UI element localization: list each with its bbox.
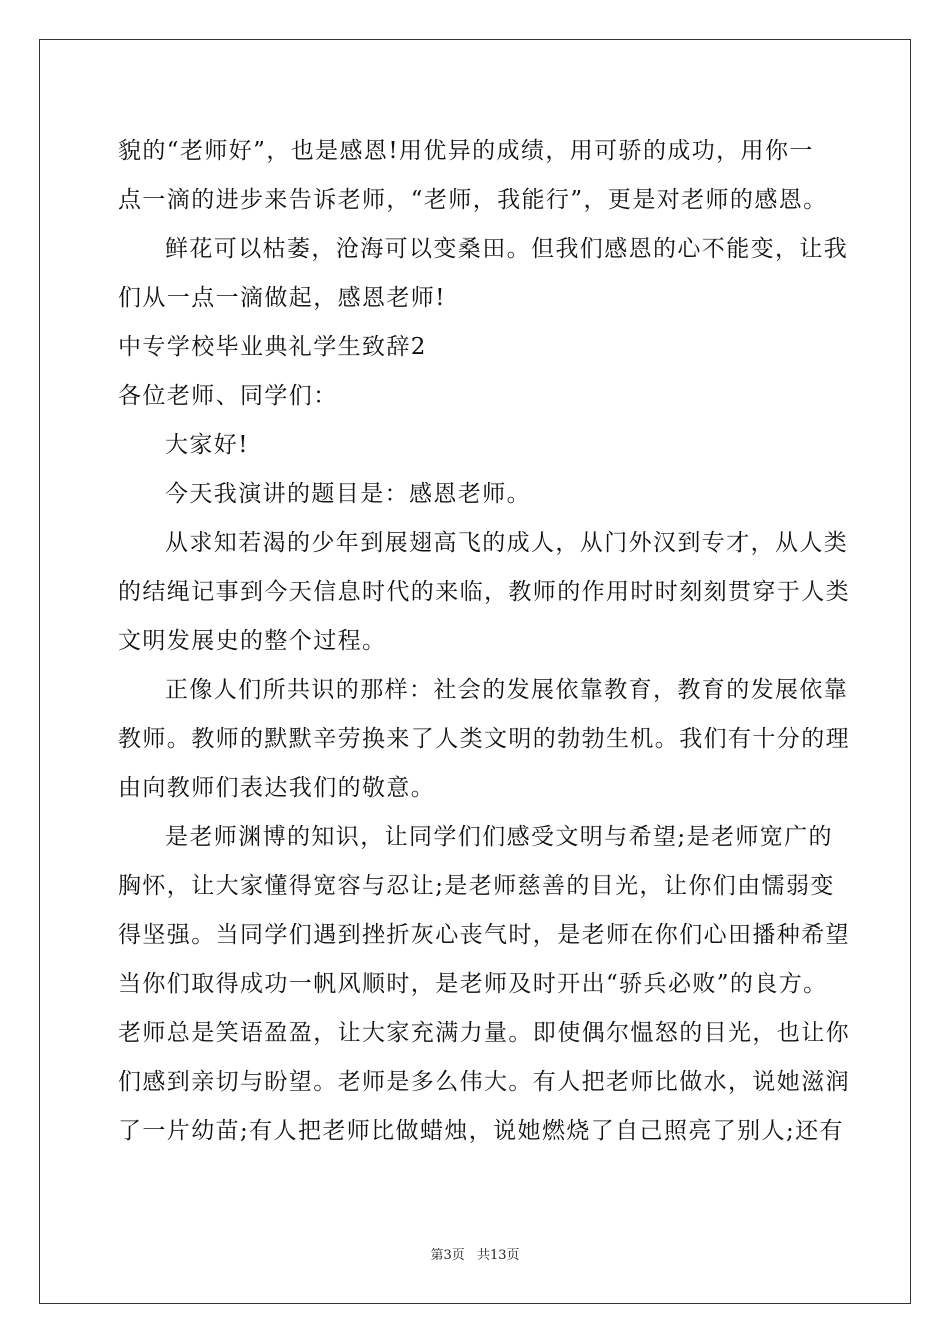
text-line-12: 正像人们所共识的那样：社会的发展依靠教育，教育的发展依靠 xyxy=(165,677,849,703)
text-line-10: 的结绳记事到今天信息时代的来临，教师的作用时时刻刻贯穿于人类 xyxy=(118,579,850,605)
text-line-3: 鲜花可以枯萎，沧海可以变桑田。但我们感恩的心不能变，让我 xyxy=(165,236,849,262)
text-line-1: 貌的“老师好”，也是感恩!用优异的成绩，用可骄的成功，用你一 xyxy=(118,138,814,164)
text-line-20: 们感到亲切与盼望。老师是多么伟大。有人把老师比做水，说她滋润 xyxy=(118,1069,850,1095)
text-line-4: 们从一点一滴做起，感恩老师! xyxy=(118,285,446,311)
document-body xyxy=(118,127,850,1156)
text-line-13: 教师。教师的默默辛劳换来了人类文明的勃勃生机。我们有十分的理 xyxy=(118,726,850,752)
text-line-16: 胸怀，让大家懂得宽容与忍让;是老师慈善的目光，让你们由懦弱变 xyxy=(118,873,835,899)
text-line-9: 从求知若渴的少年到展翅高飞的成人，从门外汉到专才，从人类 xyxy=(165,530,849,556)
text-line-2: 点一滴的进步来告诉老师，“老师，我能行”，更是对老师的感恩。 xyxy=(118,187,828,213)
text-line-19: 老师总是笑语盈盈，让大家充满力量。即使偶尔愠怒的目光，也让你 xyxy=(118,1020,850,1046)
text-line-15: 是老师渊博的知识，让同学们们感受文明与希望;是老师宽广的 xyxy=(165,824,833,850)
text-line-17: 得坚强。当同学们遇到挫折灰心丧气时，是老师在你们心田播种希望 xyxy=(118,922,850,948)
greeting: 大家好! xyxy=(165,432,249,458)
text-line-14: 由向教师们表达我们的敬意。 xyxy=(118,775,436,801)
text-line-18: 当你们取得成功一帆风顺时，是老师及时开出“骄兵必败”的良方。 xyxy=(118,971,828,997)
page-number: 第3页 xyxy=(430,1248,465,1263)
page-total: 共13页 xyxy=(476,1248,520,1263)
section-heading: 中专学校毕业典礼学生致辞2 xyxy=(118,334,427,360)
salutation: 各位老师、同学们： xyxy=(118,383,338,409)
text-line-11: 文明发展史的整个过程。 xyxy=(118,628,387,654)
text-line-21: 了一片幼苗;有人把老师比做蜡烛，说她燃烧了自己照亮了别人;还有 xyxy=(118,1118,844,1144)
text-line-8: 今天我演讲的题目是：感恩老师。 xyxy=(165,481,531,507)
page-footer xyxy=(0,1244,950,1263)
